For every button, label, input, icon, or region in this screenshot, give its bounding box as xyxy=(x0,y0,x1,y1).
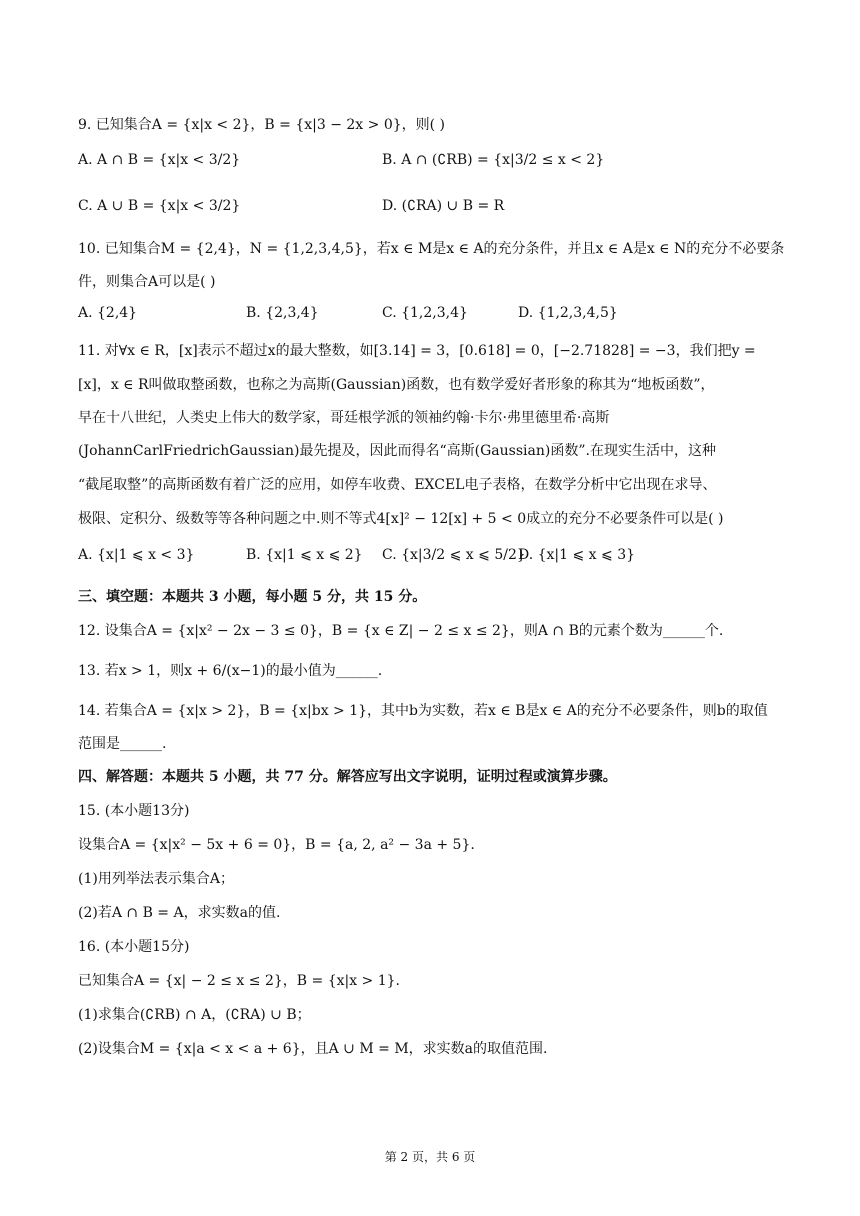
q10-option-d: D. {1,2,3,4,5} xyxy=(518,305,618,321)
q9-stem: 9. 已知集合A = {x|x < 2}，B = {x|3 − 2x > 0}，则( ) xyxy=(78,117,446,133)
q10-option-b: B. {2,3,4} xyxy=(246,305,319,321)
q13: 13. 若x > 1，则x + 6/(x−1)的最小值为______. xyxy=(78,663,383,679)
q11-line4: (JohannCarlFriedrichGaussian)最先提及，因此而得名“高斯(Gaussian)函数”.在现实生活中，这种 xyxy=(78,443,716,459)
q15-stem: 设集合A = {x|x² − 5x + 6 = 0}，B = {a, 2, a² − 3a + 5}. xyxy=(78,837,475,853)
q14-line2: 范围是______. xyxy=(78,736,167,752)
q9-option-c: C. A ∪ B = {x|x < 3/2} xyxy=(78,198,241,214)
q14-line1: 14. 若集合A = {x|x > 2}，B = {x|bx > 1}，其中b为实数，若x ∈ B是x ∈ A的充分不必要条件，则b的取值 xyxy=(78,703,768,719)
q9-option-a: A. A ∩ B = {x|x < 3/2} xyxy=(78,152,241,168)
q16-stem: 已知集合A = {x| − 2 ≤ x ≤ 2}，B = {x|x > 1}. xyxy=(78,973,400,989)
q15-heading: 15. (本小题13分) xyxy=(78,803,190,819)
section-3-heading: 三、填空题：本题共 3 小题，每小题 5 分，共 15 分。 xyxy=(78,589,427,605)
q16-part2: (2)设集合M = {x|a < x < a + 6}，且A ∪ M = M，求实数a的取值范围. xyxy=(78,1041,548,1057)
q11-line5: “截尾取整”的高斯函数有着广泛的应用，如停车收费、EXCEL电子表格，在数学分析中它出现在求导、 xyxy=(78,477,717,493)
q10-stem-line1: 10. 已知集合M = {2,4}，N = {1,2,3,4,5}，若x ∈ M是x ∈ A的充分条件，并且x ∈ A是x ∈ N的充分不必要条 xyxy=(78,241,785,257)
q9-option-d: D. (∁RA) ∪ B = R xyxy=(382,198,505,214)
q12: 12. 设集合A = {x|x² − 2x − 3 ≤ 0}，B = {x ∈ Z| − 2 ≤ x ≤ 2}，则A ∩ B的元素个数为______个. xyxy=(78,623,724,639)
q16-part1: (1)求集合(∁RB) ∩ A，(∁RA) ∪ B； xyxy=(78,1007,311,1023)
page-footer: 第 2 页，共 6 页 xyxy=(384,1150,476,1164)
q11-option-c: C. {x|3/2 ⩽ x ⩽ 5/2} xyxy=(382,547,526,563)
section-4-heading: 四、解答题：本题共 5 小题，共 77 分。解答应写出文字说明，证明过程或演算步骤。 xyxy=(78,769,617,785)
q11-line2: [x]，x ∈ R叫做取整函数，也称之为高斯(Gaussian)函数，也有数学爱好者形象的称其为“地板函数”， xyxy=(78,377,715,393)
q16-heading: 16. (本小题15分) xyxy=(78,939,190,955)
q11-line6: 极限、定积分、级数等等各种问题之中.则不等式4[x]² − 12[x] + 5 < 0成立的充分不必要条件可以是( ) xyxy=(78,511,724,527)
q11-option-d: D. {x|1 ⩽ x ⩽ 3} xyxy=(518,547,636,563)
q11-option-b: B. {x|1 ⩽ x ⩽ 2} xyxy=(246,547,363,563)
q9-option-b: B. A ∩ (∁RB) = {x|3/2 ≤ x < 2} xyxy=(382,152,605,168)
q10-option-a: A. {2,4} xyxy=(78,305,138,321)
q15-part2: (2)若A ∩ B = A，求实数a的值. xyxy=(78,905,281,921)
q11-option-a: A. {x|1 ⩽ x < 3} xyxy=(78,547,195,563)
q11-line3: 早在十八世纪，人类史上伟大的数学家，哥廷根学派的领袖约翰·卡尔·弗里德里希·高斯 xyxy=(78,410,610,426)
q10-stem-line2: 件，则集合A可以是( ) xyxy=(78,274,216,290)
q15-part1: (1)用列举法表示集合A； xyxy=(78,871,234,887)
q10-option-c: C. {1,2,3,4} xyxy=(382,305,468,321)
q11-line1: 11. 对∀x ∈ R，[x]表示不超过x的最大整数，如[3.14] = 3，[0.618] = 0，[−2.71828] = −3，我们把y = xyxy=(78,343,756,359)
